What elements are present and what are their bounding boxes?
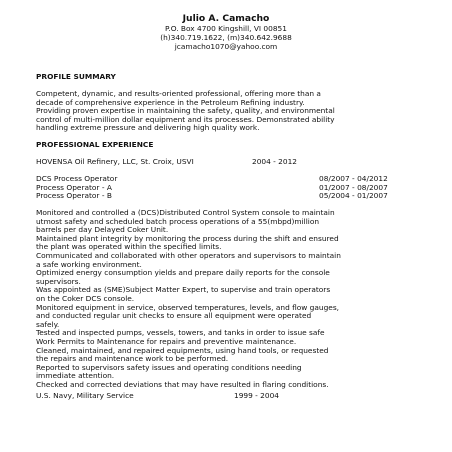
- duty-line: and conducted regular unit checks to ensure all equipment were operated: [36, 311, 312, 321]
- duty-line: Was appointed as (SME)Subject Matter Expert, to supervise and train operators: [36, 285, 331, 295]
- duty-line: Monitored and controlled a (DCS)Distributed Control System console to maintain: [36, 208, 335, 217]
- military-service-line: [36, 392, 336, 401]
- position-row: [36, 192, 421, 201]
- duty-line: a safe working environment.: [36, 259, 142, 269]
- employer-dates: 2004 - 2012: [252, 157, 297, 166]
- resume-header: [0, 13, 452, 51]
- profile-line: Providing proven expertise in maintaining the safety, quality, and environmental: [36, 106, 335, 116]
- profile-summary-text: [36, 90, 421, 133]
- employer-line: [36, 157, 297, 167]
- duty-line: safely.: [36, 319, 60, 329]
- duties-list: [36, 209, 420, 389]
- phone-line: (h)340.719.1622, (m)340.642.9688: [160, 33, 292, 42]
- profile-line: decade of comprehensive experience in the Petroleum Refining industry.: [36, 97, 305, 107]
- duty-line: Communicated and collaborated with other operators and supervisors to maintain: [36, 250, 341, 260]
- profile-line: control of multi-million dollar equipment and its processes. Demonstrated ability: [36, 114, 335, 124]
- email-line: jcamacho1070@yahoo.com: [174, 42, 278, 51]
- employer-name: HOVENSA Oil Refinery, LLC, St. Croix, USVI: [36, 157, 194, 166]
- duty-line: barrels per day Delayed Coker Unit.: [36, 225, 169, 235]
- professional-experience-heading: PROFESSIONAL EXPERIENCE: [36, 140, 154, 149]
- duty-line: Tested and inspected pumps, vessels, towers, and tanks in order to issue safe: [36, 328, 325, 338]
- duty-line: utmost safety and scheduled batch process operations of a 55(mbpd)million: [36, 216, 320, 226]
- duty-line: Monitored equipment in service, observed temperatures, levels, and flow gauges,: [36, 302, 340, 312]
- position-dates: 01/2007 - 08/2007: [319, 182, 388, 192]
- profile-line: Competent, dynamic, and results-oriented professional, offering more than a: [36, 89, 321, 98]
- position-title: Process Operator - A: [36, 182, 112, 192]
- position-dates: 08/2007 - 04/2012: [319, 174, 388, 183]
- position-title: Process Operator - B: [36, 191, 112, 200]
- candidate-name: Julio A. Camacho: [182, 13, 270, 24]
- duty-line: Reported to supervisors safety issues and operating conditions needing: [36, 362, 302, 372]
- duty-line: Work Permits to Maintenance for repairs and preventive maintenance.: [36, 336, 297, 346]
- duty-line: the repairs and maintenance work to be performed.: [36, 354, 229, 364]
- duty-line: immediate attention.: [36, 371, 115, 381]
- duty-line: Maintained plant integrity by monitoring the process during the shift and ensured: [36, 233, 339, 243]
- duty-line: supervisors.: [36, 276, 81, 286]
- profile-summary-heading: PROFILE SUMMARY: [36, 72, 116, 81]
- position-dates: 05/2004 - 01/2007: [319, 191, 388, 200]
- duty-line: Optimized energy consumption yields and prepare daily reports for the console: [36, 268, 330, 278]
- duty-line: on the Coker DCS console.: [36, 293, 135, 303]
- address-line: P.O. Box 4700 Kingshill, VI 00851: [165, 24, 287, 33]
- duty-line: the plant was operated within the specified limits.: [36, 242, 222, 252]
- military-label: U.S. Navy, Military Service: [36, 391, 134, 400]
- duty-line: Checked and corrected deviations that may have resulted in flaring conditions.: [36, 379, 329, 389]
- military-dates: 1999 - 2004: [234, 391, 279, 400]
- profile-line: handling extreme pressure and delivering high quality work.: [36, 123, 260, 133]
- duty-line: Cleaned, maintained, and repaired equipments, using hand tools, or requested: [36, 345, 329, 355]
- position-title: DCS Process Operator: [36, 174, 118, 183]
